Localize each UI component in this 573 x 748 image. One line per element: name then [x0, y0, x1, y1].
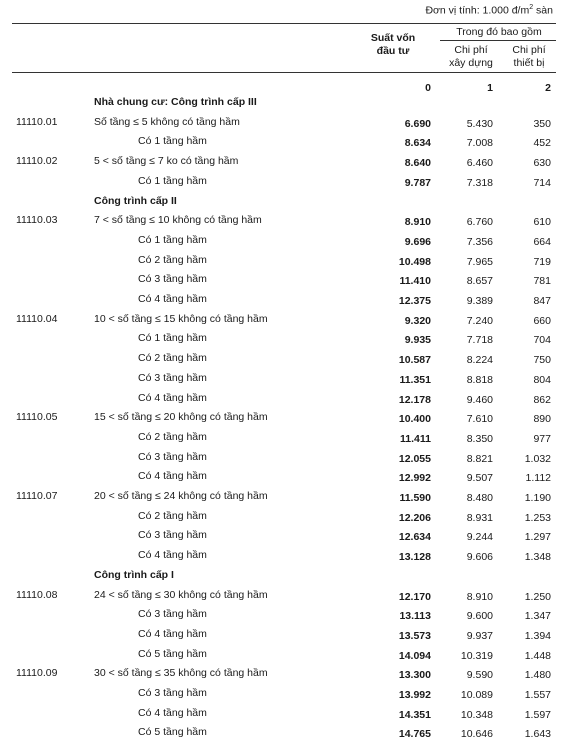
investment-rate-value: 12.375 — [398, 295, 431, 307]
row-description: Có 4 tầng hầm — [138, 470, 207, 483]
table-row — [0, 608, 573, 624]
unit-note — [425, 4, 553, 17]
construction-cost-value: 5.430 — [466, 117, 493, 130]
header-col0-line2: đầu tư — [376, 45, 410, 57]
construction-cost-value: 7.965 — [466, 255, 493, 268]
table-row — [0, 313, 573, 329]
table-top-rule — [12, 23, 556, 24]
table-row — [0, 529, 573, 545]
construction-cost-value: 8.350 — [466, 432, 493, 445]
construction-cost-value: 7.718 — [466, 334, 493, 347]
table-row — [0, 372, 573, 388]
row-description: Có 4 tầng hầm — [138, 549, 207, 562]
table-row — [0, 628, 573, 644]
header-col2-line2: thiết bị — [513, 57, 545, 69]
construction-cost-value: 8.910 — [466, 590, 493, 603]
investment-rate-value: 12.634 — [398, 531, 431, 544]
row-description: Có 3 tầng hầm — [138, 273, 207, 286]
investment-rate-value: 6.690 — [404, 117, 431, 130]
row-code: 11110.01 — [16, 115, 58, 128]
section-title: Công trình cấp I — [94, 568, 174, 581]
investment-rate-value: 11.351 — [399, 373, 431, 386]
equipment-cost-value: 1.480 — [524, 669, 551, 682]
row-description: Có 5 tầng hầm — [138, 726, 207, 739]
investment-rate-value: 14.094 — [398, 649, 431, 662]
table-row — [0, 214, 573, 230]
row-description: Có 3 tầng hầm — [138, 608, 207, 621]
table-row — [0, 490, 573, 506]
section-title: Công trình cấp II — [94, 194, 177, 207]
construction-cost-value: 9.389 — [466, 295, 493, 307]
equipment-cost-value: 1.347 — [524, 610, 551, 623]
equipment-cost-value: 1.597 — [524, 708, 551, 721]
section-heading-row — [0, 96, 573, 112]
equipment-cost-value: 847 — [533, 295, 551, 307]
row-description: Có 5 tầng hầm — [138, 647, 207, 660]
row-code: 11110.09 — [16, 667, 58, 680]
investment-rate-value: 8.634 — [404, 137, 431, 150]
row-description: Có 1 tầng hầm — [138, 135, 207, 148]
table-row — [0, 411, 573, 427]
equipment-cost-value: 1.394 — [524, 629, 551, 642]
investment-rate-value: 12.206 — [398, 511, 431, 524]
investment-rate-value: 9.696 — [404, 235, 431, 248]
row-description: Có 2 tầng hầm — [138, 509, 207, 522]
investment-rate-value: 11.410 — [399, 275, 431, 288]
table-row — [0, 667, 573, 683]
investment-rate-value: 12.170 — [398, 590, 431, 603]
equipment-cost-value: 1.348 — [524, 551, 551, 564]
row-description: 20 < số tầng ≤ 24 không có tầng hầm — [94, 490, 268, 502]
header-col1-line1: Chi phí — [454, 44, 488, 56]
header-group-rule — [440, 40, 556, 41]
investment-rate-value: 12.178 — [398, 393, 431, 406]
construction-cost-value: 9.606 — [466, 551, 493, 564]
equipment-cost-value: 1.557 — [524, 689, 551, 701]
investment-rate-value: 10.587 — [398, 354, 431, 367]
row-code: 11110.07 — [16, 490, 58, 502]
equipment-cost-value: 452 — [533, 137, 551, 150]
header-col2-line1: Chi phí — [512, 44, 546, 56]
equipment-cost-value: 714 — [533, 176, 551, 189]
construction-cost-value: 10.319 — [460, 649, 493, 662]
row-description: 24 < số tầng ≤ 30 không có tầng hầm — [94, 588, 268, 601]
header-col0 — [358, 32, 428, 58]
row-description: Có 1 tầng hầm — [138, 332, 207, 345]
table-row — [0, 175, 573, 191]
construction-cost-value: 9.600 — [466, 610, 493, 623]
header-col1 — [440, 44, 502, 70]
table-row — [0, 707, 573, 723]
row-description: Có 4 tầng hầm — [138, 293, 207, 305]
construction-cost-value: 7.318 — [466, 176, 493, 189]
row-code: 11110.05 — [16, 411, 58, 424]
investment-rate-value: 13.573 — [398, 629, 431, 642]
investment-rate-value: 14.351 — [398, 708, 431, 721]
row-description: Có 1 tầng hầm — [138, 174, 207, 187]
table-row — [0, 332, 573, 348]
investment-rate-value: 11.590 — [399, 492, 431, 504]
investment-rate-value: 9.935 — [404, 334, 431, 347]
equipment-cost-value: 781 — [533, 275, 551, 288]
row-description: Có 3 tầng hầm — [138, 371, 207, 384]
equipment-cost-value: 1.112 — [525, 472, 551, 485]
table-row — [0, 392, 573, 408]
section-heading-row — [0, 569, 573, 585]
equipment-cost-value: 610 — [533, 216, 551, 229]
row-description: Có 3 tầng hầm — [138, 687, 207, 699]
construction-cost-value: 9.460 — [466, 393, 493, 406]
investment-rate-value: 9.787 — [404, 176, 431, 189]
investment-rate-value: 13.992 — [398, 689, 431, 701]
row-description: 7 < số tầng ≤ 10 không có tầng hầm — [94, 214, 262, 227]
row-description: Có 2 tầng hầm — [138, 430, 207, 443]
construction-cost-value: 8.224 — [466, 354, 493, 367]
table-row — [0, 352, 573, 368]
table-row — [0, 589, 573, 605]
equipment-cost-value: 660 — [533, 314, 551, 327]
section-title: Nhà chung cư: Công trình cấp III — [94, 96, 257, 108]
construction-cost-value: 8.931 — [466, 511, 493, 524]
table-row — [0, 254, 573, 270]
equipment-cost-value: 1.448 — [524, 649, 551, 662]
table-row — [0, 431, 573, 447]
construction-cost-value: 9.937 — [466, 629, 493, 642]
equipment-cost-value: 1.032 — [524, 452, 551, 465]
row-code: 11110.04 — [16, 312, 58, 325]
construction-cost-value: 10.089 — [460, 689, 493, 701]
column-number-2: 2 — [545, 82, 551, 94]
investment-rate-value: 10.498 — [398, 255, 431, 268]
equipment-cost-value: 1.297 — [524, 531, 551, 544]
investment-rate-value: 14.765 — [398, 728, 431, 741]
header-col0-line1: Suất vốn — [370, 32, 416, 44]
row-code: 11110.02 — [16, 155, 58, 168]
table-row — [0, 135, 573, 151]
investment-rate-value: 8.640 — [404, 157, 431, 170]
equipment-cost-value: 1.190 — [524, 492, 551, 504]
equipment-cost-value: 704 — [533, 334, 551, 347]
investment-rate-value: 11.411 — [400, 432, 431, 445]
investment-rate-value: 13.300 — [398, 669, 431, 682]
table-row — [0, 549, 573, 565]
column-number-1: 1 — [487, 82, 493, 94]
row-description: 10 < số tầng ≤ 15 không có tầng hầm — [94, 312, 268, 325]
investment-rate-value: 10.400 — [398, 413, 431, 426]
equipment-cost-value: 1.250 — [524, 590, 551, 603]
table-row — [0, 726, 573, 742]
construction-cost-value: 8.480 — [466, 492, 493, 504]
row-description: 5 < số tầng ≤ 7 ko có tầng hầm — [94, 155, 239, 168]
investment-rate-value: 12.992 — [398, 472, 431, 485]
header-col1-line2: xây dựng — [449, 57, 493, 69]
row-description: 15 < số tầng ≤ 20 không có tầng hầm — [94, 411, 268, 424]
construction-cost-value: 9.244 — [466, 531, 493, 544]
section-heading-row — [0, 195, 573, 211]
equipment-cost-value: 804 — [533, 373, 551, 386]
equipment-cost-value: 1.643 — [524, 728, 551, 741]
row-description: Có 3 tầng hầm — [138, 529, 207, 542]
header-bottom-rule — [12, 72, 556, 73]
equipment-cost-value: 630 — [533, 157, 551, 170]
row-description: Có 1 tầng hầm — [138, 233, 207, 246]
table-row — [0, 273, 573, 289]
row-description: Có 2 tầng hầm — [138, 253, 207, 266]
column-number-0: 0 — [425, 82, 431, 94]
header-group: Trong đó bao gồm — [456, 26, 542, 38]
equipment-cost-value: 862 — [533, 393, 551, 406]
construction-cost-value: 7.610 — [466, 413, 493, 426]
equipment-cost-value: 719 — [533, 255, 551, 268]
construction-cost-value: 10.646 — [460, 728, 493, 741]
row-description: 30 < số tầng ≤ 35 không có tầng hầm — [94, 667, 268, 680]
equipment-cost-value: 1.253 — [524, 511, 551, 524]
construction-cost-value: 9.507 — [466, 472, 493, 485]
construction-cost-value: 7.008 — [466, 137, 493, 150]
unit-note-text: Đơn vị tính: 1.000 đ/m — [425, 4, 530, 17]
equipment-cost-value: 750 — [533, 354, 551, 367]
row-description: Có 3 tầng hầm — [138, 450, 207, 463]
table-row — [0, 451, 573, 467]
table-row — [0, 648, 573, 664]
investment-rate-value: 9.320 — [404, 314, 431, 327]
construction-cost-value: 7.240 — [466, 314, 493, 327]
equipment-cost-value: 350 — [533, 117, 551, 130]
equipment-cost-value: 890 — [533, 413, 551, 426]
construction-cost-value: 8.821 — [466, 452, 493, 465]
table-row — [0, 293, 573, 309]
construction-cost-value: 10.348 — [460, 708, 493, 721]
construction-cost-value: 6.760 — [466, 216, 493, 229]
row-description: Số tầng ≤ 5 không có tầng hầm — [94, 115, 240, 128]
table-row — [0, 470, 573, 486]
row-description: Có 4 tầng hầm — [138, 627, 207, 640]
investment-rate-value: 12.055 — [398, 452, 431, 465]
unit-note-tail: sàn — [533, 4, 553, 17]
construction-cost-value: 6.460 — [466, 157, 493, 170]
construction-cost-value: 8.657 — [466, 275, 493, 288]
row-description: Có 2 tầng hầm — [138, 352, 207, 365]
equipment-cost-value: 664 — [533, 235, 551, 248]
table-row — [0, 116, 573, 132]
construction-cost-value: 7.356 — [466, 235, 493, 248]
row-description: Có 4 tầng hầm — [138, 391, 207, 404]
equipment-cost-value: 977 — [533, 432, 551, 445]
unit-note-superscript: 2 — [529, 4, 534, 11]
construction-cost-value: 9.590 — [466, 669, 493, 682]
construction-cost-value: 8.818 — [466, 373, 493, 386]
header-col2 — [500, 44, 558, 70]
table-row — [0, 155, 573, 171]
investment-rate-value: 13.128 — [398, 551, 431, 564]
row-code: 11110.03 — [16, 214, 58, 227]
table-row — [0, 687, 573, 703]
investment-rate-value: 8.910 — [404, 216, 431, 229]
table-row — [0, 510, 573, 526]
table-row — [0, 234, 573, 250]
row-description: Có 4 tầng hầm — [138, 706, 207, 719]
row-code: 11110.08 — [16, 588, 58, 601]
investment-rate-value: 13.113 — [399, 610, 431, 623]
